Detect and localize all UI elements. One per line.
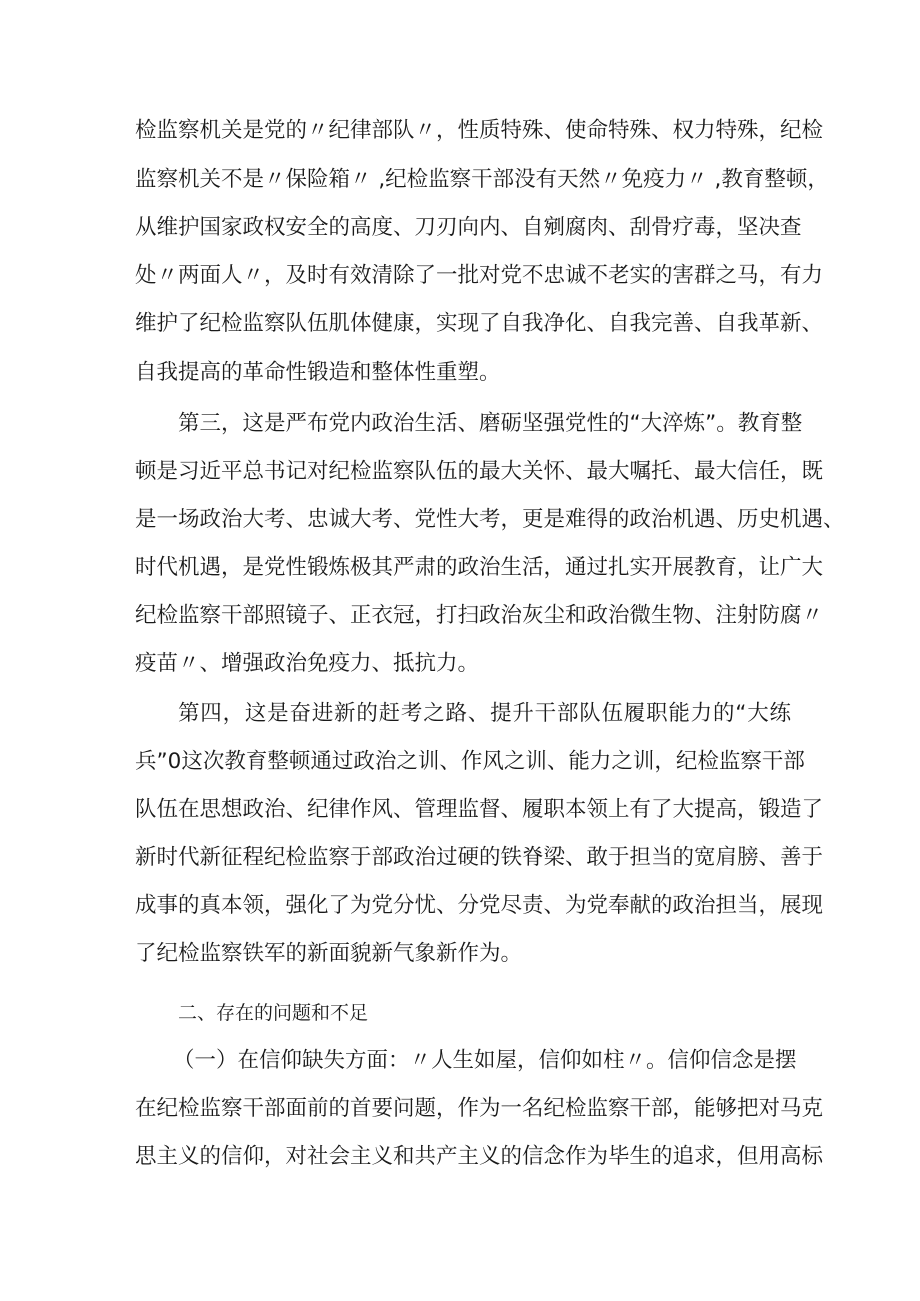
text-line: 在纪检监察干部面前的首要问题，作为一名纪检监察干部，能够把对马克 [135,1096,824,1121]
text-line: 顿是习近平总书记对纪检监察队伍的最大关怀、最大嘱托、最大信任，既 [135,459,824,484]
section-heading: 二、存在的问题和不足 [178,1002,369,1024]
text-line: （一）在信仰缺失方面：〃人生如屋，信仰如柱〃。信仰信念是摆 [173,1048,797,1073]
text-line: 疫苗〃、增强政治免疫力、抵抗力。 [135,651,480,676]
text-line: 监察机关不是〃保险箱〃 ,纪检监察干部没有天然〃免疫力〃 ,教育整顿， [135,167,829,192]
text-line: 了纪检监察铁军的新面貌新气象新作为。 [135,941,523,966]
text-line: 队伍在思想政治、纪律作风、管理监督、履职本领上有了大提高，锻造了 [135,797,824,822]
text-line: 处〃两面人〃，及时有效清除了一批对党不忠诚不老实的害群之马，有力 [135,263,824,288]
text-line: 兵”0这次教育整顿通过政治之训、作风之训、能力之训，纪检监察干部 [135,749,805,774]
text-line: 第三，这是严布党内政治生活、磨砺坚强党性的“大淬炼”。教育整 [178,411,803,436]
text-line: 纪检监察干部照镜子、正衣冠，打扫政治灰尘和政治微生物、注射防腐〃 [135,603,824,628]
text-line: 是一场政治大考、忠诚大考、党性大考，更是难得的政治机遇、历史机遇、 [135,507,845,532]
text-line: 新时代新征程纪检监察于部政治过硬的铁脊梁、敢于担当的宽肩膀、善于 [135,845,824,870]
text-line: 从维护国家政权安全的高度、刀刃向内、自剜腐肉、刮骨疗毒，坚决查 [135,215,802,240]
text-line: 检监察机关是党的〃纪律部队〃，性质特殊、使命特殊、权力特殊，纪检 [135,118,824,143]
text-line: 成事的真本领，强化了为党分忧、分党尽责、为党奉献的政治担当，展现 [135,893,824,918]
text-line: 思主义的信仰，对社会主义和共产主义的信念作为毕生的追求，但用高标 [135,1144,824,1169]
text-line: 时代机遇，是党性锻炼极其严肃的政治生活，通过扎实开展教育，让广大 [135,555,824,580]
text-line: 第四，这是奋进新的赶考之路、提升干部队伍履职能力的“大练 [178,701,791,726]
text-line: 自我提高的革命性锻造和整体性重塑。 [135,360,501,385]
text-line: 维护了纪检监察队伍肌体健康，实现了自我净化、自我完善、自我革新、 [135,311,824,336]
